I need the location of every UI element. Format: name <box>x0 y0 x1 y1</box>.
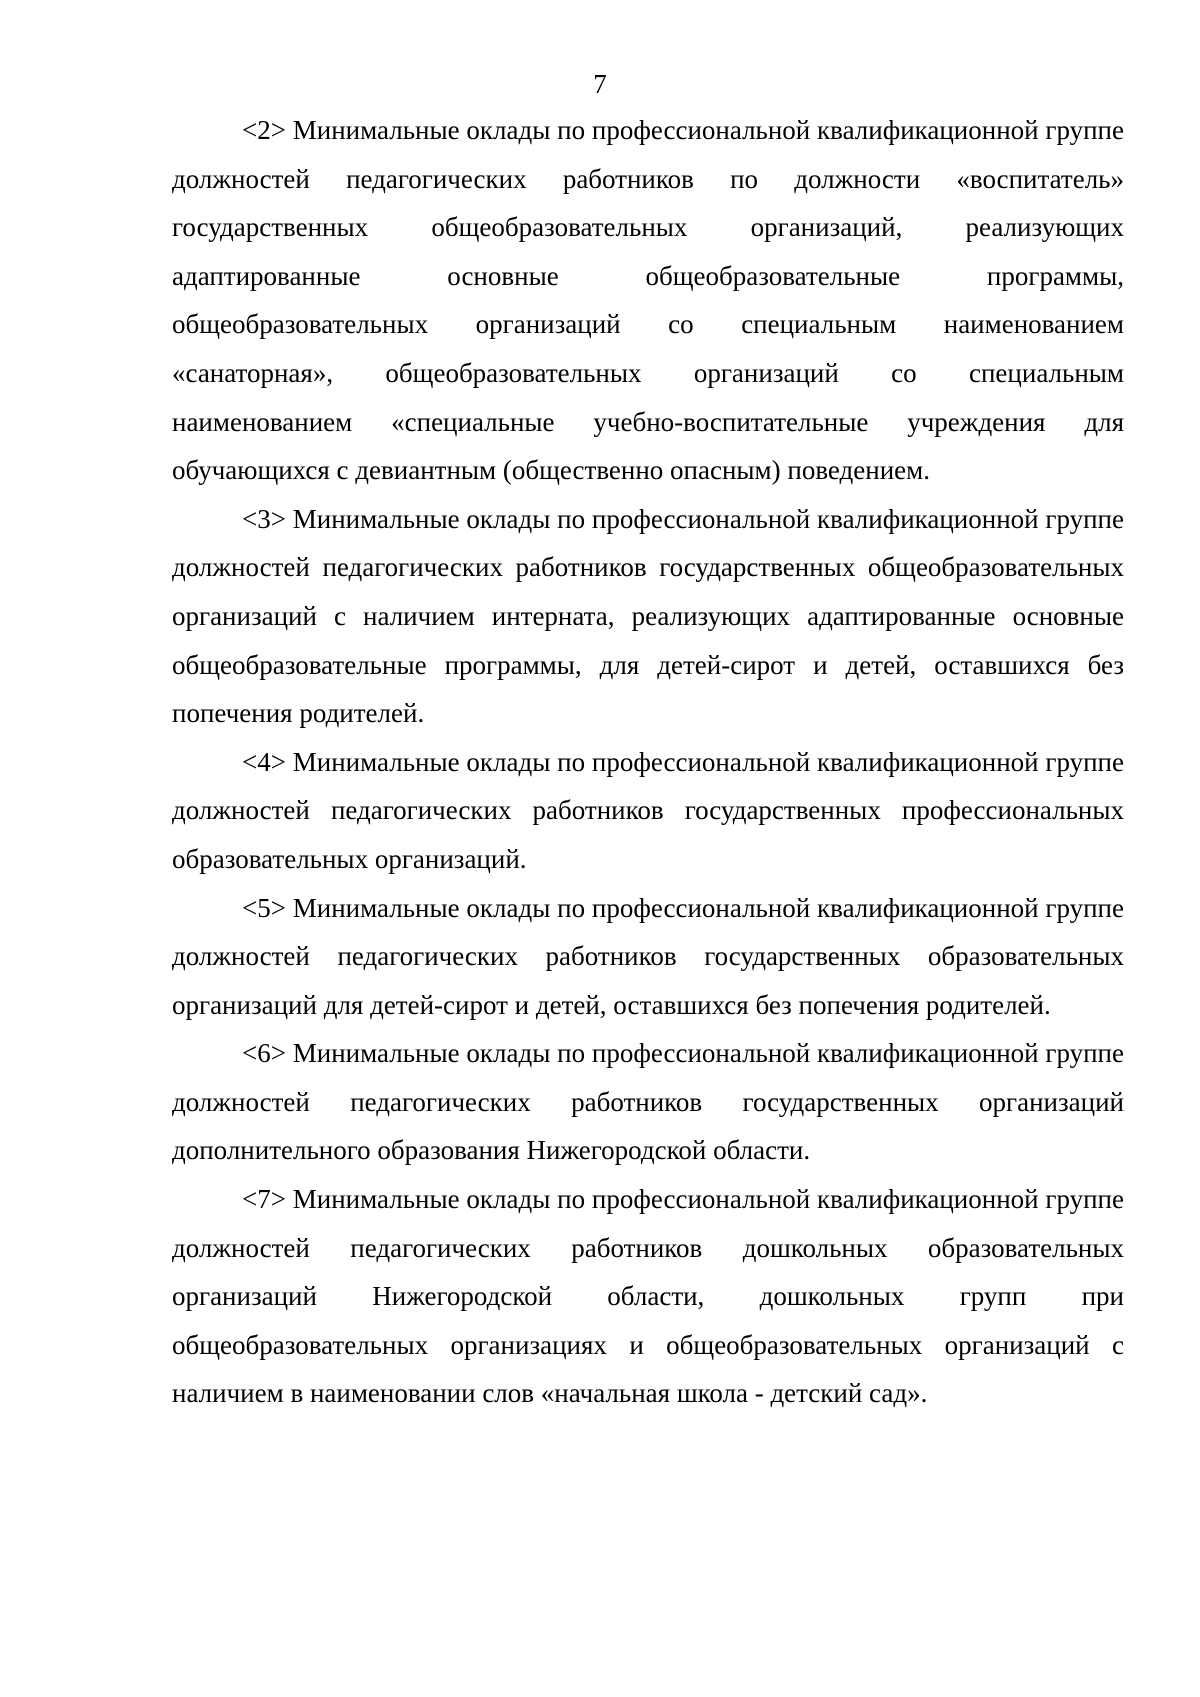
footnote-6: <6> Минимальные оклады по профессиональной квалификационной группе должностей педагогических работников государственных организаций дополнительного образования Нижегородской области. <box>172 1038 1124 1166</box>
footnote-2: <2> Минимальные оклады по профессиональной квалификационной группе должностей педагогических работников по должности «воспитатель» государственных общеобразовательных организаций, реализующих адаптированные основные общеобразовательные программы, общеобразовательных организаций со специальным наименованием «санаторная», общеобразовательных организаций со специальным наименованием «специальные учебно-воспитательные учреждения для обучающихся с девиантным (общественно опасным) поведением. <box>172 115 1124 486</box>
footnotes-section <box>172 106 1124 1418</box>
page-number: 7 <box>593 69 607 99</box>
footnote-7: <7> Минимальные оклады по профессиональной квалификационной группе должностей педагогических работников дошкольных образовательных организаций Нижегородской области, дошкольных групп при общеобразовательных организациях и общеобразовательных организаций с наличием в наименовании слов «начальная школа - детский сад». <box>172 1184 1124 1409</box>
footnote-5: <5> Минимальные оклады по профессиональной квалификационной группе должностей педагогических работников государственных образовательных организаций для детей-сирот и детей, оставшихся без попечения родителей. <box>172 892 1124 1020</box>
footnote-4: <4> Минимальные оклады по профессиональной квалификационной группе должностей педагогических работников государственных профессиональных образовательных организаций. <box>172 746 1124 874</box>
footnote-3: <3> Минимальные оклады по профессиональной квалификационной группе должностей педагогических работников государственных общеобразовательных организаций с наличием интерната, реализующих адаптированные основные общеобразовательные программы, для детей-сирот и детей, оставшихся без попечения родителей. <box>172 503 1124 729</box>
